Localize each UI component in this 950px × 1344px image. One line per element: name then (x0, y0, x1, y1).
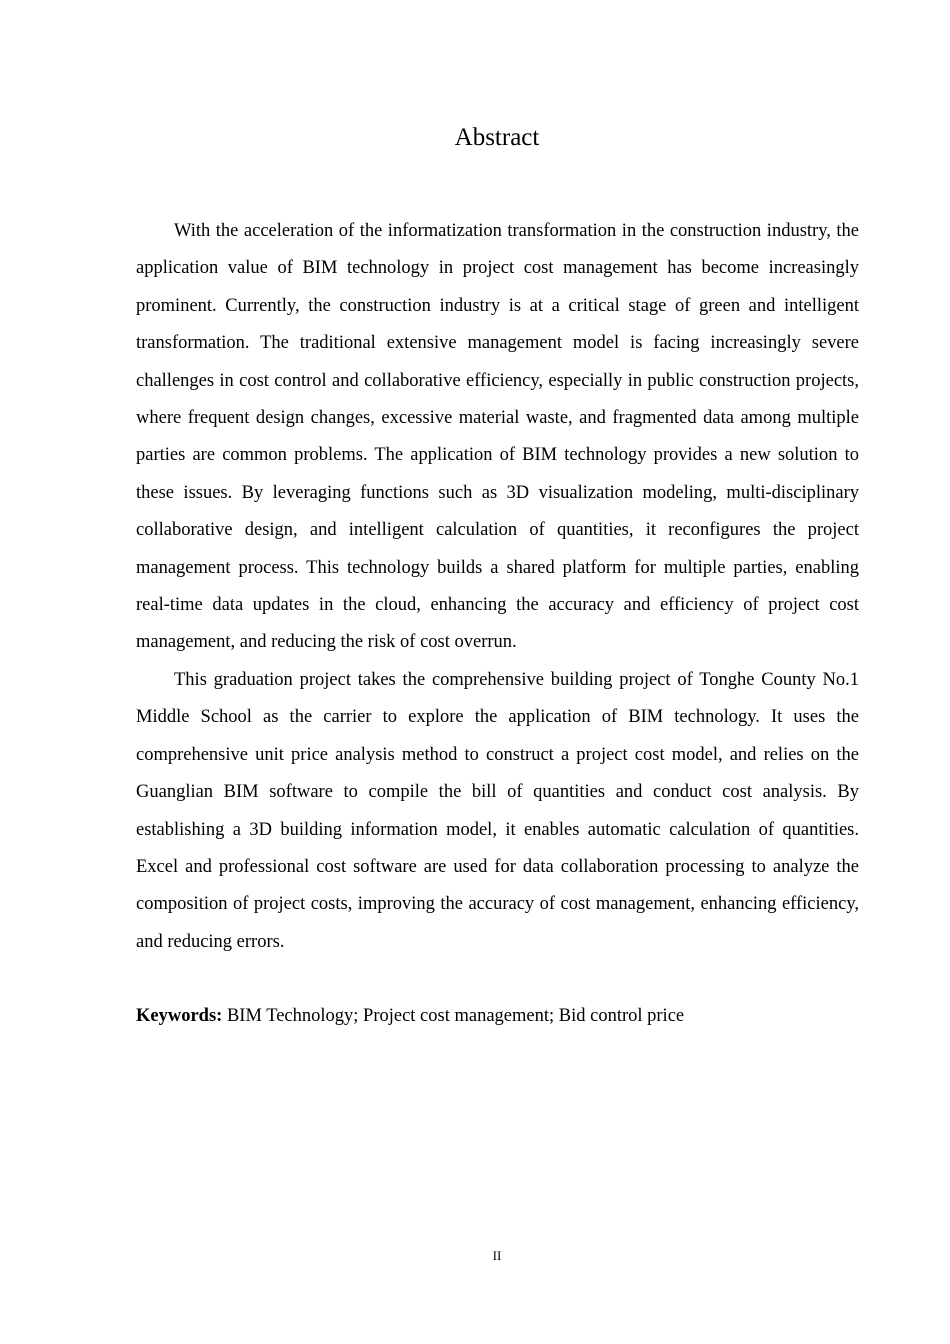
abstract-paragraph-1: With the acceleration of the informatization transformation in the construction industry, the application value of BIM technology in project cost management has become increasingly prominent. Currently, the construction industry is at a critical stage of green and intelligent transformation. The traditional extensive management model is facing increasingly severe challenges in cost control and collaborative efficiency, especially in public construction projects, where frequent design changes, excessive material waste, and fragmented data among multiple parties are common problems. The application of BIM technology provides a new solution to these issues. By leveraging functions such as 3D visualization modeling, multi-disciplinary collaborative design, and intelligent calculation of quantities, it reconfigures the project management process. This technology builds a shared platform for multiple parties, enabling real-time data updates in the cloud, enhancing the accuracy and efficiency of project cost management, and reducing the risk of cost overrun. (136, 221, 859, 653)
keywords-text: BIM Technology; Project cost management; Bid control price (222, 1006, 685, 1026)
keywords-line (136, 1000, 859, 1032)
page-number: II (492, 1248, 502, 1263)
keywords-label: Keywords: (136, 1006, 223, 1026)
abstract-body (136, 213, 859, 961)
abstract-title: Abstract (454, 124, 540, 151)
abstract-paragraph-2: This graduation project takes the comprehensive building project of Tonghe County No.1 Middle School as the carrier to explore the application of BIM technology. It uses the comprehensive unit price analysis method to construct a project cost model, and relies on the Guanglian BIM software to compile the bill of quantities and conduct cost analysis. By establishing a 3D building information model, it enables automatic calculation of quantities. Excel and professional cost software are used for data collaboration processing to analyze the composition of project costs, improving the accuracy of cost management, enhancing efficiency, and reducing errors. (136, 669, 859, 952)
